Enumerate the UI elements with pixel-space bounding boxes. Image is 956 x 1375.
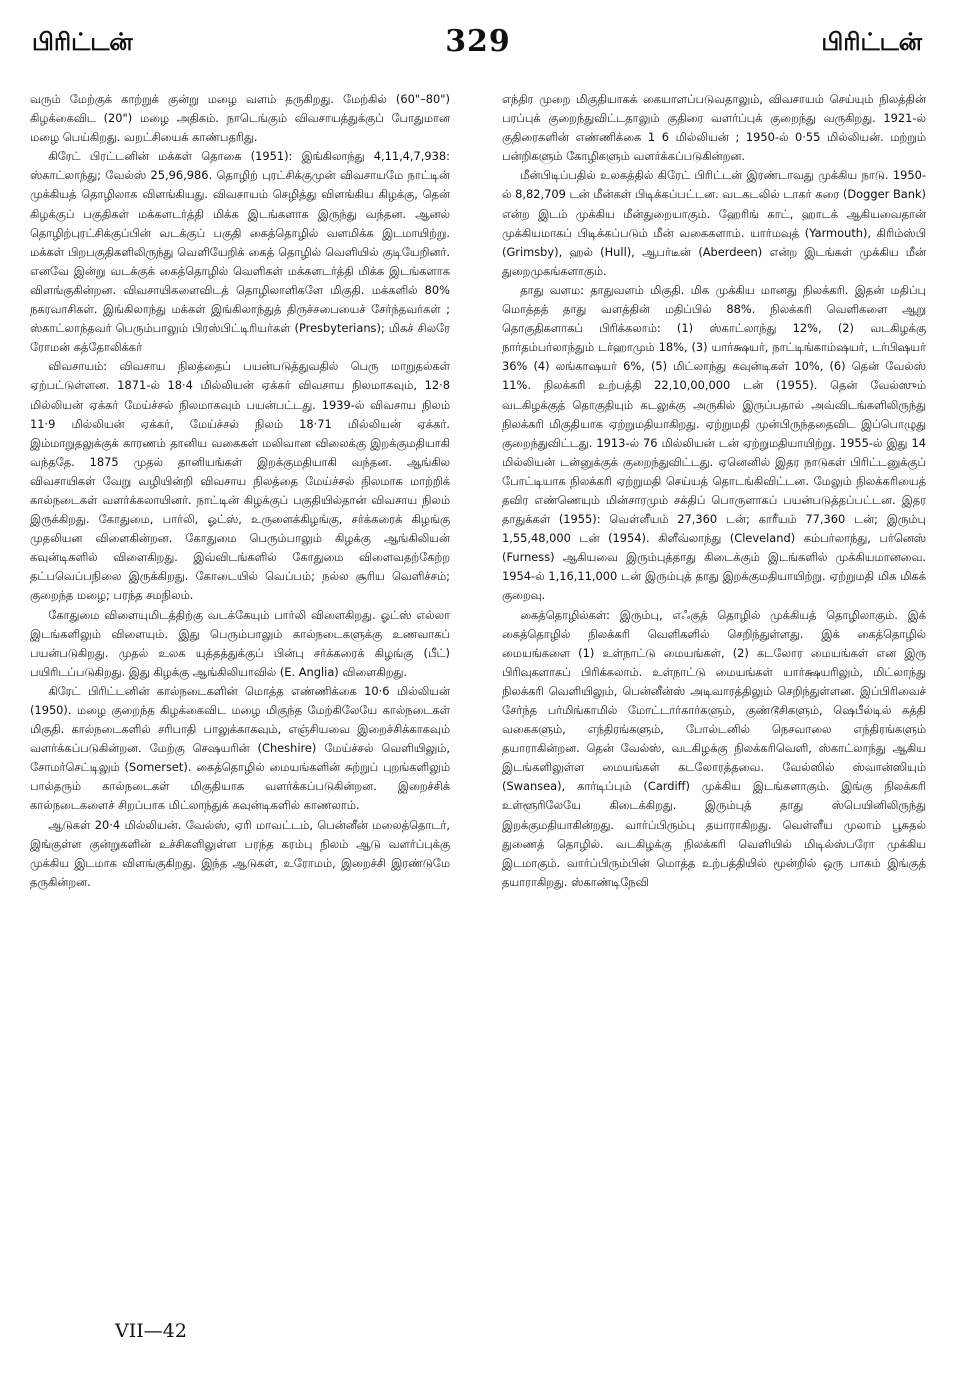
paragraph-fishing: மீன்பிடிப்பதில் உலகத்தில் கிரேட் பிரிட்டன் இரண்டாவது முக்கிய நாடு. 1950-ல் 8,82,709 டன் மீன்கள் பிடிக்கப்பட்டன. வடகடலில் டாகர் கரை (Dogger Bank) என்ற இடம் முக்கிய மீன்துறையாகும். ஹேரிங் காட், ஹாடக் ஆகியவைதான் முக்கியமாகப் பிடிக்கப்படும் மீன் வகைகளாம். யார்மவுத் (Yarmouth), கிரிம்ஸ்பி (Grimsby), ஹல் (Hull), ஆபர்டீன் (Aberdeen) என்ற இடங்கள் முக்கிய மீன் துறைமுகங்களாகும். (502, 168, 926, 278)
paragraph-horses: எந்திர முறை மிகுதியாகக் கையாளப்படுவதாலும், விவசாயம் செய்யும் நிலத்தின் பரப்புக் குறைந்துவிட்டதாலும் குதிரை வளர்ப்புக் குறைந்து வருகிறது. 1921-ல் குதிரைகளின் எண்ணிக்கை 1 6 மில்லியன் ; 1950-ல் 0·55 மில்லியன். மற்றும் பன்றிகளும் கோழிகளும் வளர்க்கப்படுகின்றன. (502, 92, 926, 164)
paragraph-rainfall: வரும் மேற்குக் காற்றுக் குன்று மழை வளம் தருகிறது. மேற்கில் (60"–80") கிழக்கைவிட (20") மழை அதிகம். நாடெங்கும் விவசாயத்துக்குப் போதுமான மழை பெய்கிறது. வறட்சியைக் காண்பதரிது. (30, 92, 450, 145)
paragraph-industries: கைத்தொழில்கள்: இரும்பு, எஃகுத் தொழில் முக்கியத் தொழிலாகும். இக் கைத்தொழில் நிலக்கரி வெளிகளில் செறிந்துள்ளது. இக் கைத்தொழில் மையங்களை (1) உள்நாட்டு மையங்கள், (2) கடலோர மையங்கள் என இரு பிரிவுகளாகப் பிரிக்கலாம். உள்நாட்டு மையங்கள் யார்க்ஷயரிலும், மிட்லாந்து நிலக்கரி வெளியிலும், பென்னீன்ஸ் அடிவாரத்திலும் செறிந்துள்ளன. இப்பிரிவைச் சேர்ந்த பர்மிங்காமில் மோட்டார்கார்களும், குண்டூசிகளும், ஷெபீல்டில் கத்தி வகைகளும், எந்திரங்களும், போல்டனில் நெசவாலை எந்திரங்களும் தயாராகின்றன. தென் வேல்ஸ், வடகிழக்கு நிலக்கரிவெளி, ஸ்காட்லாந்து ஆகிய இடங்களிலுள்ள மையங்கள் கடலோரத்தவை. வேல்ஸில் ஸ்வான்ஸியும் (Swansea), கார்டிப்பும் (Cardiff) முக்கிய இடங்களாகும். இங்கு நிலக்கரி உள்ளூரிலேயே கிடைக்கிறது. இரும்புத் தாது ஸ்பெயினிலிருந்து இறக்குமதியாகின்றது. வார்ப்பிரும்பு தயாராகிறது. வெள்ளீய முலாம் பூசுதல் துணைத் தொழில். வடகிழக்கு நிலக்கரி வெளியில் மிடில்ஸ்பரோ முக்கிய இடமாகும். வார்ப்பிரும்பின் மொத்த உற்பத்தியில் மூன்றில் ஒரு பாகம் இங்குத் தயாராகிறது. ஸ்காண்டிநேவி (502, 607, 926, 889)
running-head-right: பிரிட்டன் (821, 28, 922, 56)
paragraph-sheep: ஆடுகள் 20·4 மில்லியன். வேல்ஸ், ஏரி மாவட்டம், பென்னீன் மலைத்தொடர், இங்குள்ள குன்றுகளின் உச்சிகளிலுள்ள பரந்த கரம்பு நிலம் ஆடு வளர்ப்புக்கு முக்கிய இடமாக விளங்குகிறது. இந்த ஆடுகள், உரோமம், இறைச்சி இரண்டுமே தருகின்றன. (30, 817, 450, 889)
paragraph-population: கிரேட் பிரட்டனின் மக்கள் தொகை (1951): இங்கிலாந்து 4,11,4,7,938: ஸ்காட்லாந்து; வேல்ஸ் 25,96,986. தொழிற் புரட்சிக்குமுன் விவசாயமே நாட்டின் முக்கியத் தொழிலாக விளங்கியது. விவசாயம் செழித்து விளங்கிய கிழக்கு, தென் கிழக்குப் பகுதிகள் மக்களடர்த்தி மிக்க இடங்களாக இருந்து வந்தன. ஆனல் தொழிற்புரட்சிக்குப்பின் வடக்குப் பகுதி கைத்தொழில் வளமிக்க இடமாயிற்று. மக்கள் பிறபகுதிகளிலிருந்து வெளியேறிக் கைத் தொழில் வெளியில் குடியேறினர். எனவே இன்று வடக்குக் கைத்தொழில் வெளிகள் மக்களடர்த்தி மிக்க இடங்களாக விளங்குகின்றன. விவசாயிகளைவிடத் தொழிலாளிகளே மிகுதி. மக்களில் 80% நகரவாசிகள். இங்கிலாந்து மக்கள் இங்கிலாந்துத் திருச்சபையைச் சேர்ந்தவர்கள் ; ஸ்காட்லாந்தவர் பெரும்பாலும் பிரஸ்பிட்டிரியர்கள் (Presbyterians); மிகச் சிலரே ரோமன் கத்தோலிக்கர் (30, 149, 450, 355)
right-column (502, 90, 926, 1322)
page-number: 329 (445, 24, 511, 59)
paragraph-livestock: கிரேட் பிரிட்டனின் கால்நடைகளின் மொத்த எண்ணிக்கை 10·6 மில்லியன் (1950). மழை குறைந்த கிழக்கைவிட மழை மிகுந்த மேற்கிலேயே கால்நடைகள் மிகுதி. கால்நடைகளில் சரிபாதி பாலுக்காகவும், எஞ்சியவை இறைச்சிக்காகவும் வளர்க்கப்படுகின்றன. மேற்கு செஷயரின் (Cheshire) மேய்ச்சல் வெளியிலும், சோமர்செட்டிலும் (Somerset). கைத்தொழில் மையங்களின் சுற்றுப் புறங்களிலும் பால்தரும் கால்நடைகள் மிகுதியாக வளர்க்கப்படுகின்றன. இறைச்சிக் கால்நடைகளைச் சிறப்பாக மிட்லாந்துக் கவுன்டிகளில் காணலாம். (30, 683, 450, 813)
running-head-left: பிரிட்டன் (32, 28, 133, 56)
signature-mark: VII—42 (115, 1320, 187, 1342)
paragraph-crops: கோதுமை விளையுமிடத்திற்கு வடக்கேயும் பார்லி விளைகிறது. ஓட்ஸ் எல்லா இடங்களிலும் விளையும். இது பெரும்பாலும் கால்நடைகளுக்கு உணவாகப் பயன்படுகிறது. முதல் உலக யுத்தத்துக்குப் பின்பு சர்க்கரைக் கிழங்கு (பீட்) பயிரிடப்படுகிறது. இது கிழக்கு ஆங்கிலியாவில் (E. Anglia) விளைகிறது. (30, 607, 450, 679)
paragraph-minerals: தாது வளம: தாதுவளம் மிகுதி. மிக முக்கிய மானது நிலக்கரி. இதன் மதிப்பு மொத்தத் தாது வளத்தின் மதிப்பில் 88%. நிலக்கரி வெளிகளை ஆறு தொகுதிகளாகப் பிரிக்கலாம்: (1) ஸ்காட்லாந்து 12%, (2) வடகிழக்கு நார்தம்பர்லாந்தும் டர்ஹாமும் 18%, (3) யார்க்ஷயர், நாட்டிங்காம்ஷயர், டர்பிஷயர் 36% (4) லங்காஷயர் 6%, (5) மிட்லாந்து கவுன்டிகள் 10%, (6) தென் வேல்ஸ் 11%. நிலக்கரி உற்பத்தி 22,10,00,000 டன் (1955). தென் வேல்ஸும் வடகிழக்குத் தொகுதியும் கடலுக்கு அருகில் இருப்பதால் அவ்விடங்களிலிருந்து நிலக்கரி மிகுதியாக ஏற்றுமதியாகிறது. ஏற்றுமதி முன்பிருந்ததைவிட இப்பொழுது குறைந்துவிட்டது. 1913-ல் 76 மில்லியன் டன் ஏற்றுமதியாயிற்று. 1955-ல் இது 14 மில்லியன் டன்னுக்குக் குறைந்துவிட்டது. ஏனெனில் இதர நாடுகள் பிரிட்டனுக்குப் போட்டியாக நிலக்கரி ஏற்றுமதி செய்யத் தொடங்கிவிட்டன. மேலும் நிலக்கரியைத் தவிர எண்ணெயும் மின்சாரமும் சக்திப் பொருளாகப் பயன்படுத்தப்பட்டன. இதர தாதுக்கள் (1955): வெள்ளீயம் 27,360 டன்; காரீயம் 77,360 டன்; இரும்பு 1,55,48,000 டன் (1954). கிளீவ்லாந்து (Cleveland) கம்பர்லாந்து, பர்னெஸ் (Furness) ஆகியவை இரும்புத்தாது கிடைக்கும் இடங்களில் முக்கியமானவை. 1954-ல் 1,16,11,000 டன் இரும்புத் தாது இறக்குமதியாயிற்று. ஏற்றுமதி மிக மிகக் குறைவு. (502, 282, 926, 603)
left-column (30, 90, 450, 1322)
paragraph-agriculture: விவசாயம்: விவசாய நிலத்தைப் பயன்படுத்துவதில் பெரு மாறுதல்கள் ஏற்பட்டுள்ளன. 1871-ல் 18·4 மில்லியன் ஏக்கர் விவசாய நிலமாகவும், 12·8 மில்லியன் ஏக்கர் மேய்ச்சல் நிலமாகவும் பயன்பட்டது. 1939-ல் விவசாய நிலம் 11·9 மில்லியன் ஏக்கர், மேய்ச்சல் நிலம் 18·71 மில்லியன் ஏக்கர். இம்மாறுதலுக்குக் காரணம் தானிய வகைகள் மலிவான விலைக்கு இறக்குமதியாகி வந்ததே. 1875 முதல் தானியங்கள் இறக்குமதியாகி வந்தன. ஆங்கில விவசாயிகள் வேறு வழியின்றி விவசாய நிலத்தை மேய்ச்சல் நிலமாக மாற்றிக் கால்நடைகள் வளர்க்கலாயினர். நாட்டின் கிழக்குப் பகுதியில்தான் விவசாய நிலம் இருக்கிறது. கோதுமை, பார்லி, ஓட்ஸ், உருளைக்கிழங்கு, சர்க்கரைக் கிழங்கு முதலியன விளைகின்றன. கோதுமை பெரும்பாலும் கிழக்கு ஆங்கிலியன் கவுன்டிகளில் விளைகிறது. இவ்விடங்களில் கோதுமை விளைவதற்கேற்ற தட்பவெப்பநிலை இருக்கிறது. கோடையில் வெப்பம்; நல்ல சூரிய வெளிச்சம்; குறைந்த மழை; பரந்த சமநிலம். (30, 359, 450, 603)
